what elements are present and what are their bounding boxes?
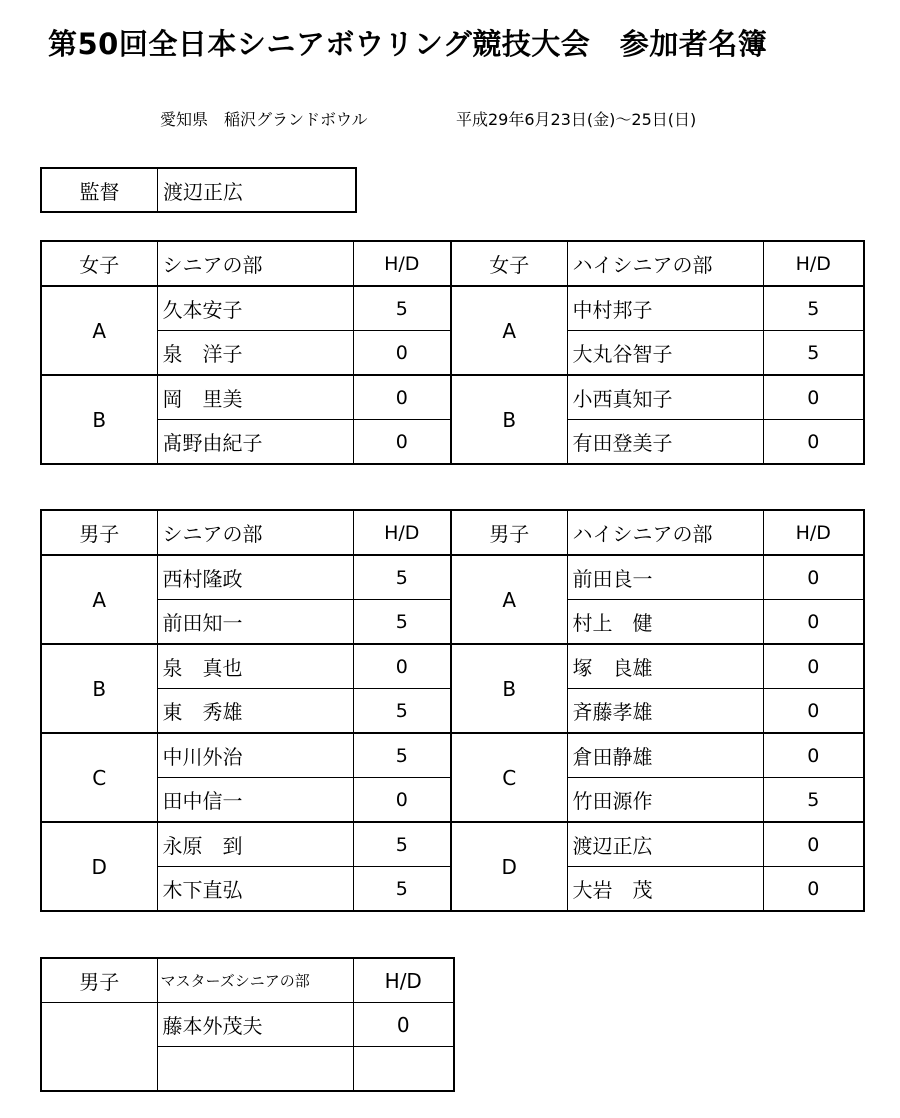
table-row: [41, 286, 864, 331]
player-name: 大岩 茂: [567, 867, 763, 912]
table-row: [41, 733, 864, 778]
player-hd: 5: [353, 689, 451, 734]
player-name: 泉 洋子: [157, 331, 353, 376]
player-hd: 5: [763, 331, 864, 376]
player-name: 小西真知子: [567, 375, 763, 420]
table-row: [41, 822, 864, 867]
player-name: 前田良一: [567, 555, 763, 600]
player-hd: 5: [353, 733, 451, 778]
team-label: A: [41, 555, 157, 644]
player-name: 岡 里美: [157, 375, 353, 420]
player-name: 藤本外茂夫: [157, 1003, 353, 1047]
player-hd: 0: [763, 689, 864, 734]
hd-header: H/D: [763, 510, 864, 555]
player-hd: 5: [353, 822, 451, 867]
player-hd: 0: [353, 420, 451, 465]
player-hd: 0: [763, 420, 864, 465]
division-header: ハイシニアの部: [567, 241, 763, 286]
player-hd: 0: [763, 733, 864, 778]
gender-header: 男子: [41, 510, 157, 555]
women-roster-table: [40, 240, 865, 465]
player-hd: 5: [353, 286, 451, 331]
team-label: C: [451, 733, 567, 822]
table-row: [41, 644, 864, 689]
player-hd: 0: [353, 1003, 454, 1047]
player-name: 大丸谷智子: [567, 331, 763, 376]
venue-text: 愛知県 稲沢グランドボウル: [160, 110, 368, 129]
manager-table: [40, 167, 357, 213]
table-row: [41, 555, 864, 600]
player-hd: 0: [353, 778, 451, 823]
player-name: 東 秀雄: [157, 689, 353, 734]
table-header-row: [41, 958, 454, 1003]
player-name: [157, 1047, 353, 1092]
gender-header: 女子: [41, 241, 157, 286]
player-hd: 5: [353, 555, 451, 600]
team-label: A: [451, 286, 567, 375]
player-name: 渡辺正広: [567, 822, 763, 867]
team-label: A: [451, 555, 567, 644]
team-label: D: [41, 822, 157, 911]
player-name: 倉田静雄: [567, 733, 763, 778]
page-title: 第50回全日本シニアボウリング競技大会 参加者名簿: [48, 27, 768, 61]
player-hd: 5: [353, 867, 451, 912]
masters-roster-table: [40, 957, 455, 1092]
division-header: マスターズシニアの部: [157, 958, 353, 1003]
team-label: A: [41, 286, 157, 375]
division-header: シニアの部: [157, 510, 353, 555]
team-label: C: [41, 733, 157, 822]
player-hd: 0: [353, 375, 451, 420]
player-hd: 0: [763, 822, 864, 867]
player-name: 中川外治: [157, 733, 353, 778]
player-hd: 0: [763, 867, 864, 912]
manager-name: 渡辺正広: [158, 168, 357, 212]
player-hd: 0: [353, 331, 451, 376]
player-name: 木下直弘: [157, 867, 353, 912]
player-hd: [353, 1047, 454, 1092]
team-label: D: [451, 822, 567, 911]
player-name: 前田知一: [157, 600, 353, 645]
hd-header: H/D: [353, 241, 451, 286]
date-text: 平成29年6月23日(金)～25日(日): [456, 110, 697, 129]
division-header: シニアの部: [157, 241, 353, 286]
player-hd: 5: [763, 286, 864, 331]
table-row: [41, 375, 864, 420]
player-hd: 0: [763, 375, 864, 420]
player-name: 塚 良雄: [567, 644, 763, 689]
player-name: 永原 到: [157, 822, 353, 867]
player-hd: 0: [763, 555, 864, 600]
manager-label: 監督: [41, 168, 158, 212]
table-row: [41, 1003, 454, 1047]
player-hd: 5: [763, 778, 864, 823]
player-hd: 0: [353, 644, 451, 689]
player-name: 有田登美子: [567, 420, 763, 465]
player-hd: 0: [763, 644, 864, 689]
player-name: 中村邦子: [567, 286, 763, 331]
team-label: [41, 1003, 157, 1092]
hd-header: H/D: [763, 241, 864, 286]
team-label: B: [451, 375, 567, 464]
table-header-row: [41, 241, 864, 286]
gender-header: 男子: [41, 958, 157, 1003]
division-header: ハイシニアの部: [567, 510, 763, 555]
table-header-row: [41, 510, 864, 555]
player-name: 村上 健: [567, 600, 763, 645]
team-label: B: [41, 375, 157, 464]
gender-header: 女子: [451, 241, 567, 286]
hd-header: H/D: [353, 510, 451, 555]
player-hd: 5: [353, 600, 451, 645]
player-name: 竹田源作: [567, 778, 763, 823]
hd-header: H/D: [353, 958, 454, 1003]
player-name: 斉藤孝雄: [567, 689, 763, 734]
player-hd: 0: [763, 600, 864, 645]
men-roster-table: [40, 509, 865, 912]
team-label: B: [41, 644, 157, 733]
player-name: 泉 真也: [157, 644, 353, 689]
player-name: 髙野由紀子: [157, 420, 353, 465]
player-name: 西村隆政: [157, 555, 353, 600]
team-label: B: [451, 644, 567, 733]
gender-header: 男子: [451, 510, 567, 555]
player-name: 久本安子: [157, 286, 353, 331]
player-name: 田中信一: [157, 778, 353, 823]
